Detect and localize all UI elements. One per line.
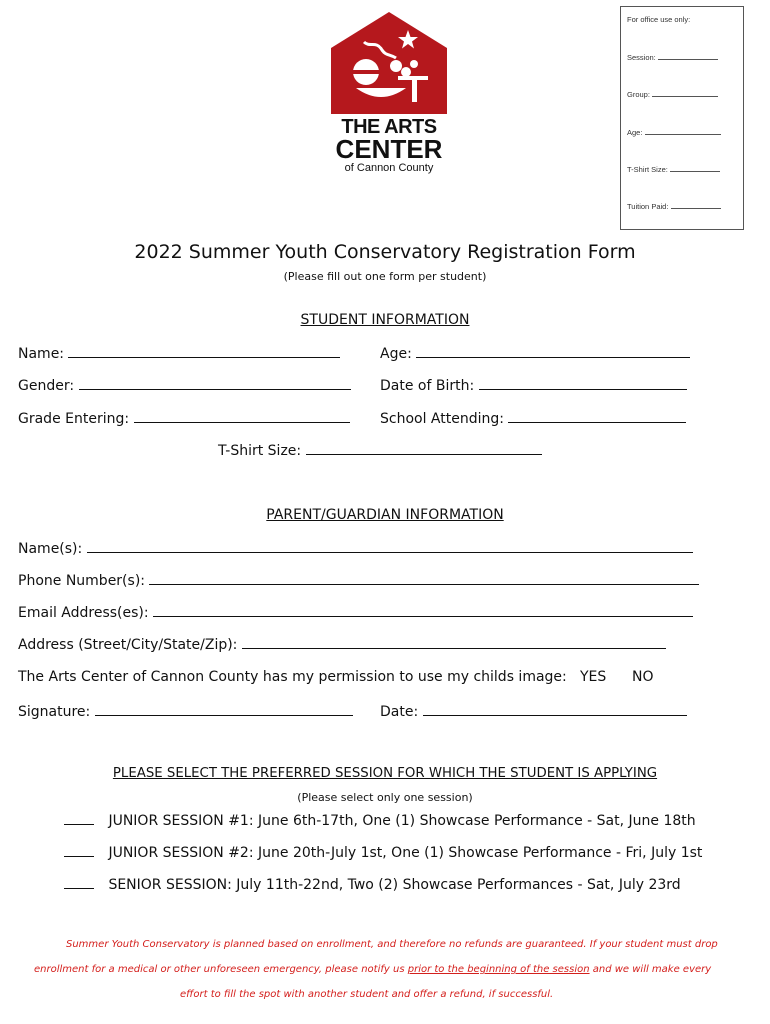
office-use-box — [620, 6, 744, 230]
student-name-field[interactable]: Name: — [18, 344, 340, 363]
student-info-heading: STUDENT INFORMATION — [300, 312, 470, 328]
office-title: For office use only: — [627, 15, 691, 24]
refund-note-line3: effort to fill the spot with another student and offer a refund, if successful. — [180, 989, 554, 1000]
parent-address-field[interactable]: Address (Street/City/State/Zip): — [18, 635, 666, 654]
parent-names-field[interactable]: Name(s): — [18, 539, 693, 558]
student-grade-field[interactable]: Grade Entering: — [18, 409, 350, 428]
office-group-field[interactable]: Group: — [627, 89, 718, 99]
student-tshirt-field[interactable]: T-Shirt Size: — [218, 441, 542, 460]
logo-text-line2: CENTER — [335, 134, 443, 164]
form-subtitle: (Please fill out one form per student) — [283, 270, 487, 283]
logo-text-line3: of Cannon County — [344, 162, 434, 174]
student-age-field[interactable]: Age: — [380, 344, 690, 363]
refund-note-emphasis: prior to the beginning of the session — [407, 964, 590, 975]
logo-text-line1: THE ARTS — [341, 116, 437, 138]
refund-note-line1: Summer Youth Conservatory is planned based on enrollment, and therefore no refunds are guaranteed. If your student must drop — [66, 939, 718, 950]
session-option-junior-2[interactable]: JUNIOR SESSION #2: June 20th-July 1st, One (1) Showcase Performance - Fri, July 1st — [64, 844, 702, 862]
student-dob-field[interactable]: Date of Birth: — [380, 376, 687, 395]
permission-yes-option[interactable]: YES — [580, 669, 607, 685]
arts-center-logo — [326, 10, 452, 180]
signature-field[interactable]: Signature: — [18, 702, 353, 721]
parent-email-field[interactable]: Email Address(es): — [18, 603, 693, 622]
refund-note-line2: enrollment for a medical or other unforeseen emergency, please notify us prior to the beginning of the session and we will make every — [34, 964, 712, 975]
session-option-junior-1[interactable]: JUNIOR SESSION #1: June 6th-17th, One (1) Showcase Performance - Sat, June 18th — [64, 812, 696, 830]
signature-date-field[interactable]: Date: — [380, 702, 687, 721]
parent-phone-field[interactable]: Phone Number(s): — [18, 571, 699, 590]
parent-info-heading: PARENT/GUARDIAN INFORMATION — [266, 507, 504, 523]
student-school-field[interactable]: School Attending: — [380, 409, 686, 428]
permission-no-option[interactable]: NO — [632, 669, 654, 685]
session-option-senior[interactable]: SENIOR SESSION: July 11th-22nd, Two (2) Showcase Performances - Sat, July 23rd — [64, 876, 681, 894]
student-gender-field[interactable]: Gender: — [18, 376, 351, 395]
session-checkbox[interactable] — [64, 845, 94, 857]
office-age-field[interactable]: Age: — [627, 127, 721, 137]
session-checkbox[interactable] — [64, 813, 94, 825]
session-checkbox[interactable] — [64, 877, 94, 889]
session-heading: PLEASE SELECT THE PREFERRED SESSION FOR WHICH THE STUDENT IS APPLYING — [112, 766, 658, 781]
office-session-field[interactable]: Session: — [627, 52, 718, 62]
session-subheading: (Please select only one session) — [297, 791, 473, 804]
office-tshirt-field[interactable]: T-Shirt Size: — [627, 164, 720, 174]
image-permission-text: The Arts Center of Cannon County has my permission to use my childs image: — [18, 669, 567, 685]
form-title: 2022 Summer Youth Conservatory Registration Form — [134, 241, 636, 263]
logo-house-icon — [326, 10, 452, 114]
office-tuition-field[interactable]: Tuition Paid: — [627, 201, 721, 211]
